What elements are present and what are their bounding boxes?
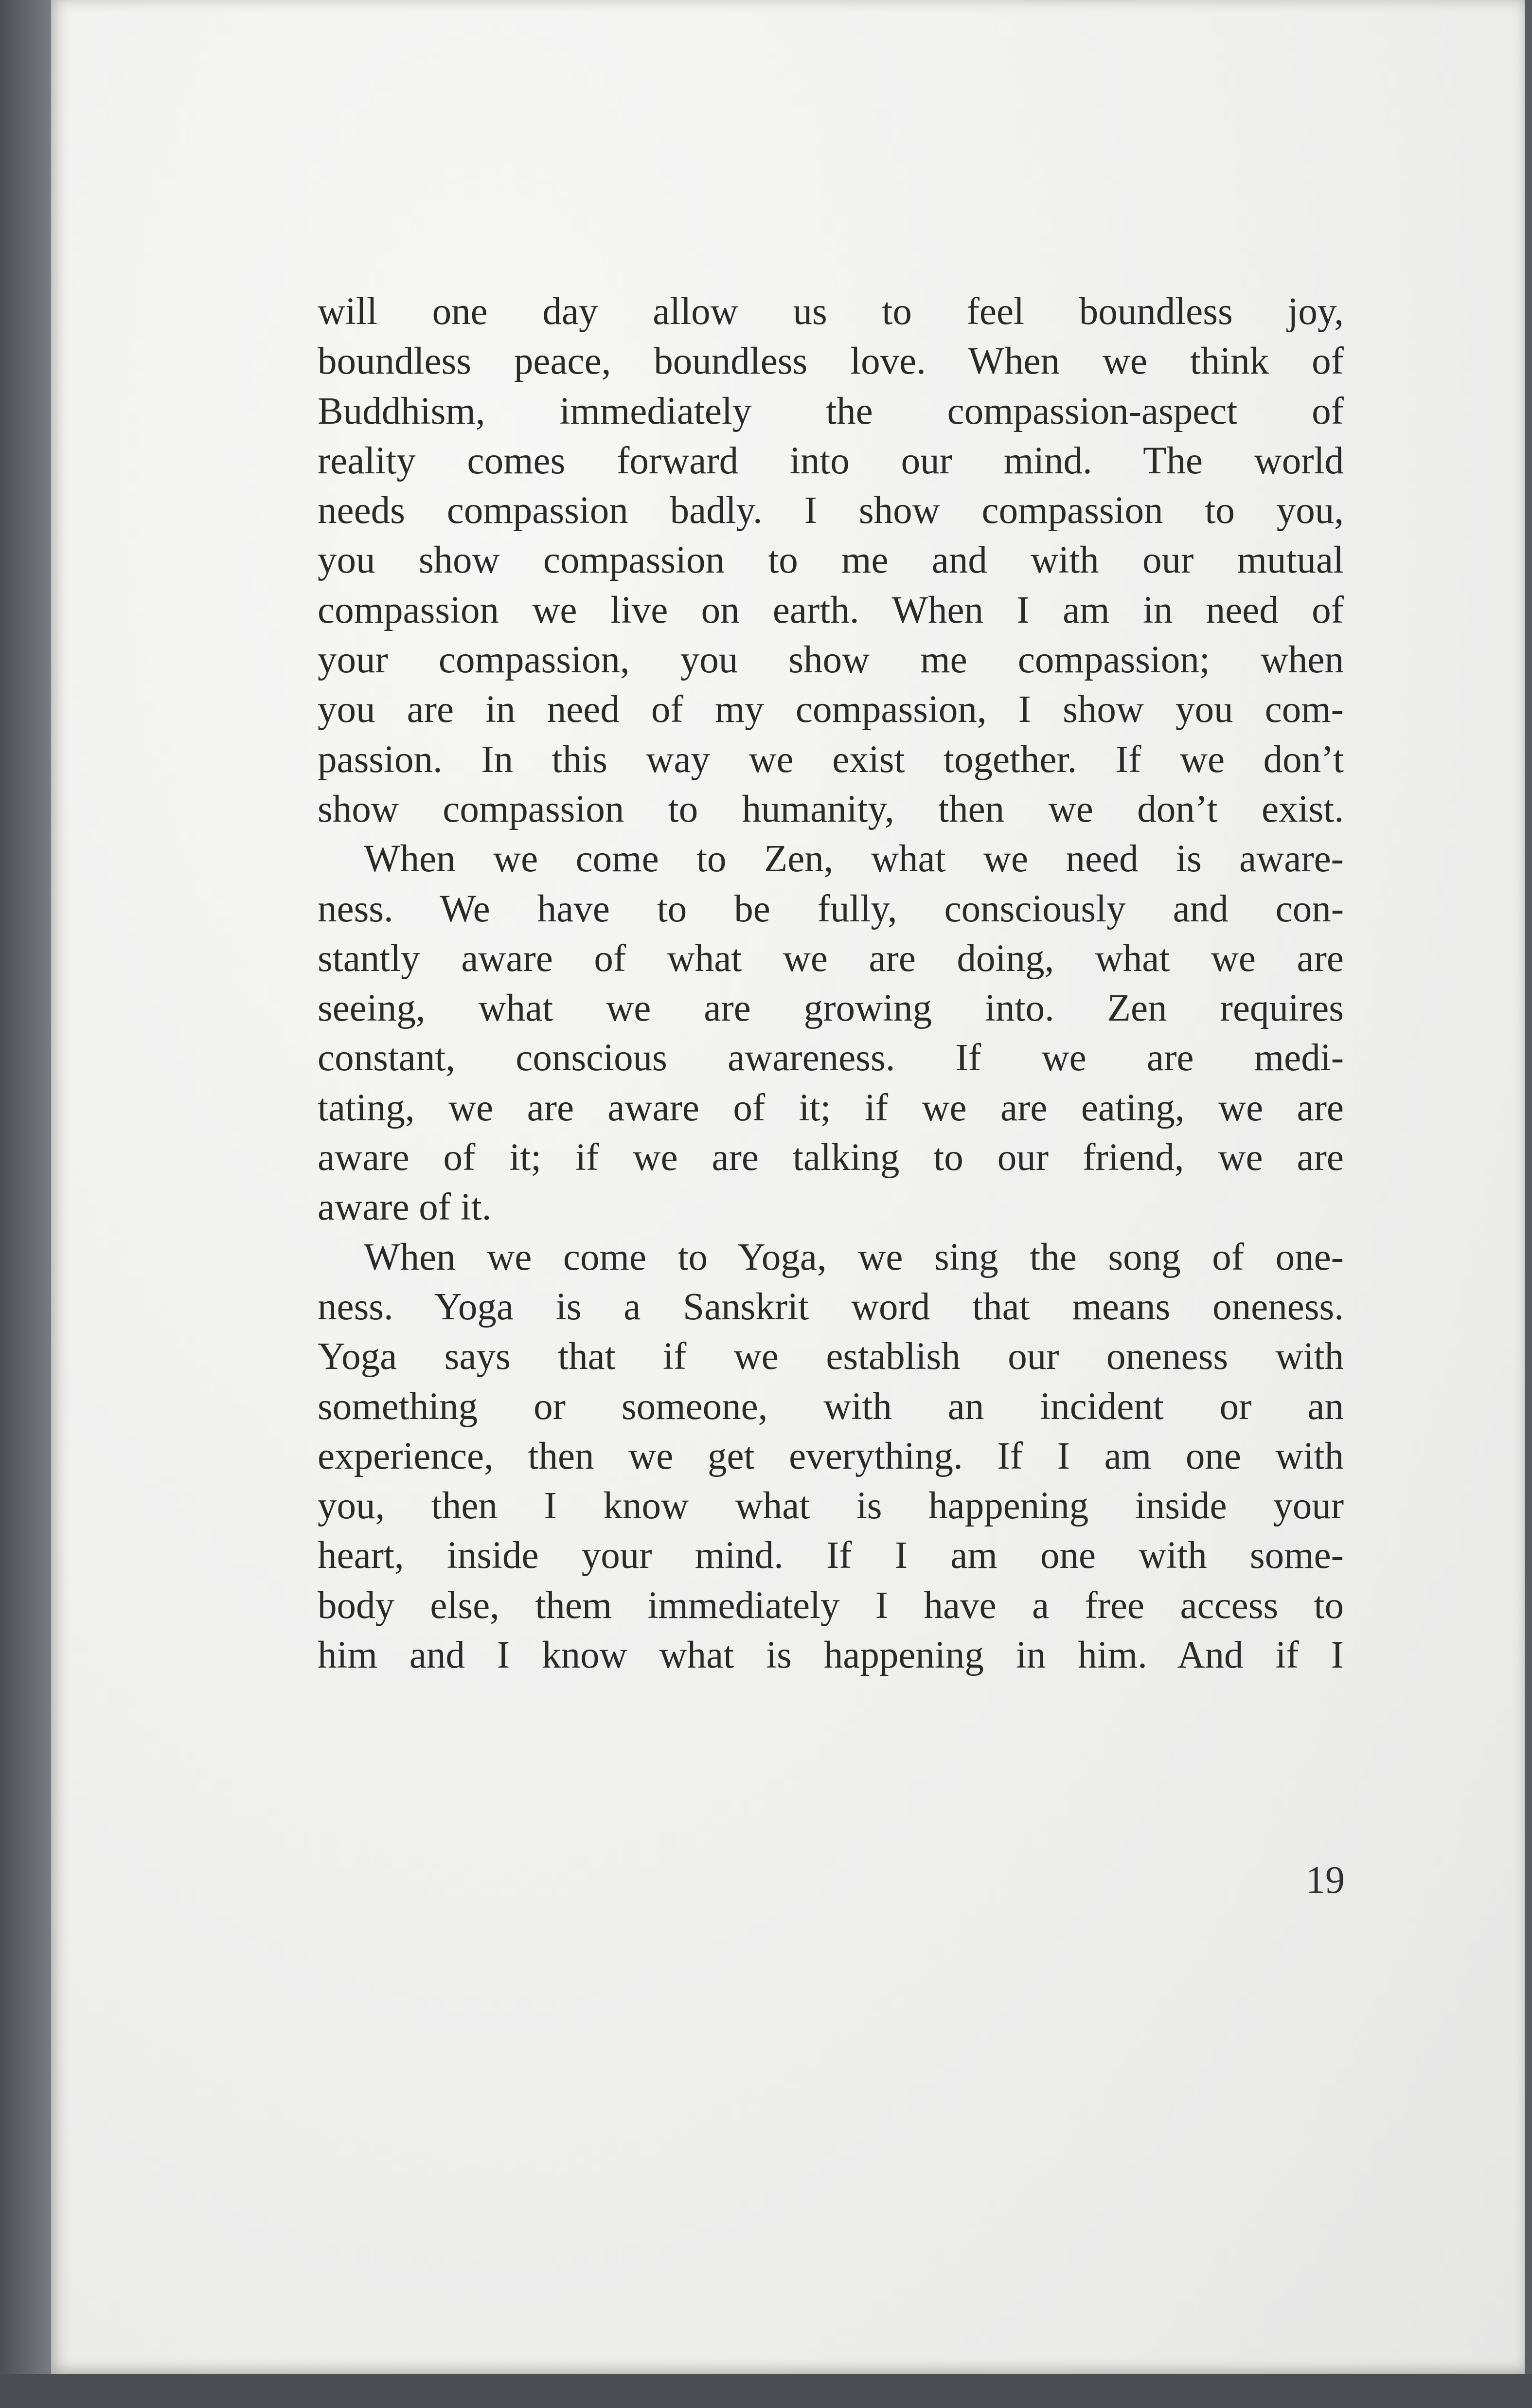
text-line: tating, we are aware of it; if we are eating, we are (318, 1086, 1344, 1129)
text-line: seeing, what we are growing into. Zen requires (318, 987, 1344, 1030)
text-line: something or someone, with an incident or an (318, 1385, 1344, 1428)
text-line: heart, inside your mind. If I am one with some- (318, 1534, 1344, 1577)
text-line: him and I know what is happening in him. And if I (318, 1634, 1344, 1677)
paragraph (318, 287, 1344, 834)
text-line: stantly aware of what we are doing, what we are (318, 937, 1344, 980)
scan-shadow-bottom (0, 2374, 1532, 2408)
scan-shadow-right (1525, 0, 1532, 2408)
book-page (51, 0, 1525, 2374)
paragraph (318, 834, 1344, 1232)
text-line: Yoga says that if we establish our oneness with (318, 1335, 1344, 1378)
text-line: you show compassion to me and with our mutual (318, 539, 1344, 582)
text-line: Buddhism, immediately the compassion-aspect of (318, 390, 1344, 432)
scan-shadow-left (0, 0, 53, 2408)
text-line: needs compassion badly. I show compassion to you, (318, 489, 1344, 532)
text-line: aware of it. (318, 1186, 492, 1229)
text-line: ness. Yoga is a Sanskrit word that means oneness. (318, 1285, 1344, 1328)
text-line: passion. In this way we exist together. If we don’t (318, 738, 1344, 781)
text-line: show compassion to humanity, then we don’t exist. (318, 788, 1344, 830)
text-line: When we come to Zen, what we need is aware- (364, 838, 1344, 881)
text-line: boundless peace, boundless love. When we think of (318, 340, 1344, 383)
text-line: constant, conscious awareness. If we are medi- (318, 1037, 1344, 1079)
text-line: body else, them immediately I have a free access to (318, 1584, 1344, 1627)
text-line: experience, then we get everything. If I am one with (318, 1435, 1344, 1477)
text-line: ness. We have to be fully, consciously and con- (318, 887, 1344, 930)
body-text (318, 287, 1344, 1680)
text-line: reality comes forward into our mind. The world (318, 439, 1344, 482)
page-number: 19 (1306, 1859, 1345, 1902)
text-line: will one day allow us to feel boundless joy, (318, 290, 1344, 333)
text-line: you, then I know what is happening inside your (318, 1485, 1344, 1527)
text-line: your compassion, you show me compassion; when (318, 639, 1344, 682)
text-line: aware of it; if we are talking to our friend, we are (318, 1136, 1344, 1179)
text-line: When we come to Yoga, we sing the song of one- (364, 1236, 1344, 1278)
text-line: compassion we live on earth. When I am in need of (318, 589, 1344, 631)
paragraph (318, 1233, 1344, 1681)
text-line: you are in need of my compassion, I show you com- (318, 688, 1344, 731)
